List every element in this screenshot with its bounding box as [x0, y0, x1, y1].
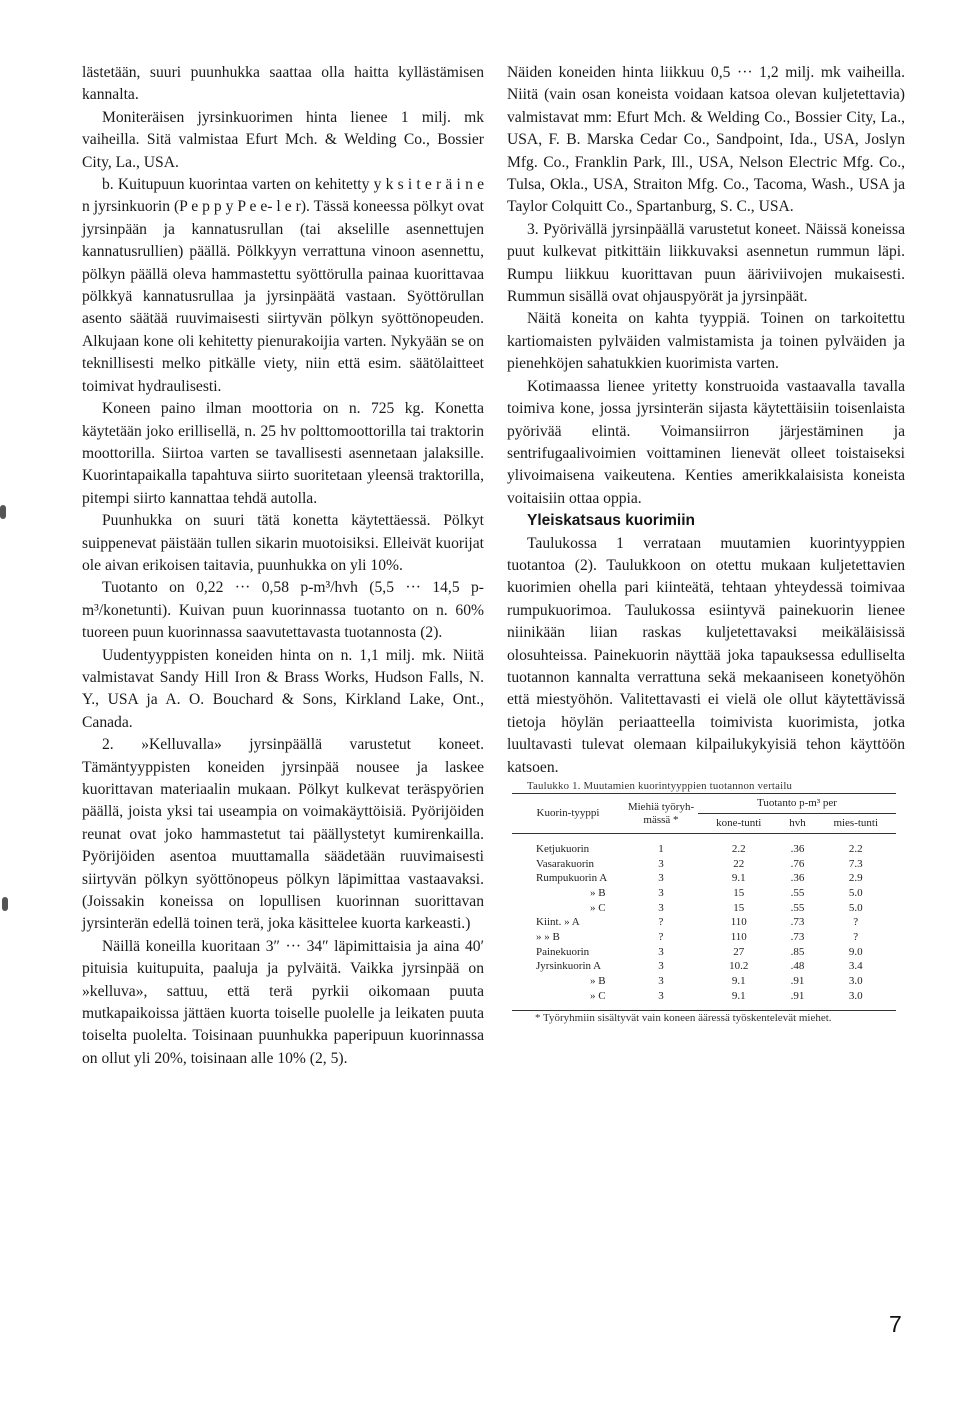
cell-man-hour: 2.9 [848, 872, 863, 885]
cell-man-hour: 5.0 [848, 886, 863, 899]
cell-workers: 3 [658, 872, 664, 885]
cell-type: Painekuorin [536, 945, 590, 958]
scan-margin-mark [2, 897, 8, 911]
cell-hvh: .55 [790, 886, 805, 899]
cell-machine-hour: 9.1 [731, 872, 746, 885]
table-row [512, 915, 896, 930]
paragraph: Näiden koneiden hinta liikkuu 0,5 ··· 1,2 milj. mk vaiheilla. Niitä (vain osan koneista voidaan katsoa olevan kuljetettavia) valmistavat mm: Efurt Mch. & Welding Co., Bossier City, La., USA, F. B. Marska Cedar Co., Sandpoint, Ida., USA, Joslyn Mfg. Co., Franklin Park, Ill., USA, Nelson Electric Mfg. Co., Tulsa, Okla., USA, Straiton Mfg. Co., Tacoma, Wash., USA ja Taylor Colquitt Co., Spartanburg, S. C., USA. [507, 64, 905, 216]
table-row [512, 945, 896, 960]
cell-hvh: .55 [790, 901, 805, 914]
cell-type: » B [590, 886, 606, 899]
cell-workers: 3 [658, 886, 664, 899]
cell-workers: 3 [658, 975, 664, 988]
cell-type: » » B [536, 930, 560, 943]
right-column [507, 62, 905, 1025]
cell-hvh: .48 [790, 960, 805, 973]
cell-hvh: .73 [790, 916, 805, 929]
header-machine-hour: kone-tunti [698, 814, 779, 834]
cell-machine-hour: 9.1 [698, 989, 779, 1010]
paragraph: Taulukossa 1 verrataan muutamien kuorintyyppien tuotantoa (2). Taulukkoon on otettu mukaan kuljetettavien kuorimien ohella pari kiinteätä, tehtaan yhteydessä toimivaa rumpukuorimoa. Taulukossa esiintyvä painekuorin lienee niinikään liian raskas kuljetettavaksi meikäläisissä olosuhteissa. Painekuorin näyttää joka tapauksessa edulliselta tuotannon kannalta verrattuna sekä mekaaniseen konetyöhön että miestyöhön. Valitettavasti ei vielä ole ollut käytettävissä tietoja höylän periaatteella toimivista kuorimista, jotka luultavasti tulevat olemaan kilpailukykyisiä tehon käyttöön katsoen. [507, 534, 905, 776]
cell-type: Rumpukuorin A [536, 872, 608, 885]
paragraph: Uudentyyppisten koneiden hinta on n. 1,1 milj. mk. Niitä valmistavat Sandy Hill Iron & Brass Works, Hudson Falls, N. Y., USA ja A. O. Bouchard & Sons, Kirkland Lake, Ont., Canada. [82, 646, 484, 731]
table-row [512, 901, 896, 916]
header-hvh: hvh [779, 814, 815, 834]
cell-machine-hour: 2.2 [731, 842, 746, 855]
cell-machine-hour: 22 [733, 857, 745, 870]
paragraph: Kotimaassa lienee yritetty konstruoida vastaavalla tavalla toimiva kone, jossa jyrsinterän sijasta käytettäisiin toisenlaista pyörivää elintä. Voimansiirron järjestäminen ja sentrifugaalivoimien voittaminen lienevät olleet toistaiseksi ylivoimaisena vaikeutena. Kenties amerikkalaisista koneista voitaisiin ottaa oppia. [507, 377, 905, 507]
left-column [82, 62, 484, 1070]
table-row [512, 930, 896, 945]
cell-type: Ketjukuorin [536, 842, 590, 855]
cell-man-hour: 2.2 [848, 842, 863, 855]
table-row [512, 834, 896, 857]
cell-workers: 3 [658, 960, 664, 973]
cell-hvh: .76 [790, 857, 805, 870]
paragraph: Tuotanto on 0,22 ··· 0,58 p-m³/hvh (5,5 ··· 14,5 p-m³/konetunti). Kuivan puun kuorinnassa tuotanto on n. 60% tuoreen puun kuorinnassa saavutettavasta tuotannosta (2). [82, 579, 484, 642]
section-heading: Yleiskatsaus kuorimiin [527, 512, 695, 530]
cell-workers: 3 [658, 945, 664, 958]
page-number: 7 [889, 1311, 902, 1337]
production-table [512, 793, 896, 1011]
cell-hvh: .91 [790, 975, 805, 988]
header-production: Tuotanto p-m³ per [698, 794, 896, 814]
table-row [512, 886, 896, 901]
table-row [512, 960, 896, 975]
cell-type: » B [590, 975, 606, 988]
paragraph: Näillä koneilla kuoritaan 3″ ··· 34″ läpimittaisia ja aina 40′ pituisia kuitupuita, paaluja ja pylväitä. Vaikka jyrsinpää on »kelluva», sattuu, että terä pyrkii oikomaan puuta mutkapaikoissa jättäen kuorta toiselle puolelle ja leikaten puuta toiselta puolelta. Toisinaan puunhukka paperipuun kuorinnassa on ollut yli 20%, toisinaan alle 10% (2, 5). [82, 937, 484, 1067]
header-man-hour: mies-tunti [815, 814, 896, 834]
cell-workers: 1 [658, 842, 664, 855]
paragraph: lästetään, suuri puunhukka saattaa olla haitta kyllästämisen kannalta. [82, 64, 484, 104]
cell-workers: 3 [624, 989, 698, 1010]
header-type: Kuorin-tyyppi [512, 794, 624, 834]
paragraph: Moniteräisen jyrsinkuorimen hinta lienee 1 milj. mk vaiheilla. Sitä valmistaa Efurt Mch. & Welding Co., Bossier City, La., USA. [82, 108, 484, 171]
cell-hvh: .36 [790, 872, 805, 885]
table-body [512, 834, 896, 1011]
paragraph: Koneen paino ilman moottoria on n. 725 kg. Konetta käytetään joko erillisellä, n. 25 hv polttomoottorilla tai traktorin moottorilla. Siirtoa varten se tavallisesti asennetaan jalaksille. Kuorintapaikalla tapahtuva siirto suoritetaan yleensä traktorilla, pitempi siirto kannattaa tehdä autolla. [82, 400, 484, 507]
cell-hvh: .85 [790, 945, 805, 958]
cell-type: » C [512, 989, 624, 1010]
cell-machine-hour: 110 [730, 916, 747, 929]
cell-hvh: .73 [790, 930, 805, 943]
paragraph: Näitä koneita on kahta tyyppiä. Toinen on tarkoitettu kartiomaisten pylväiden valmistamista ja toinen pylväiden ja pienehköjen sahatukkien kuorimista varten. [507, 310, 905, 373]
cell-hvh: .36 [790, 842, 805, 855]
cell-man-hour: 9.0 [848, 945, 863, 958]
cell-man-hour: 3.0 [815, 989, 896, 1010]
cell-machine-hour: 10.2 [729, 960, 749, 973]
paragraph: 2. »Kelluvalla» jyrsinpäällä varustetut koneet. Tämäntyyppisten koneiden jyrsinpää nousee ja laskee kuorittavan materiaalin mukaan. Pölkyt kulkevat teräspyörien päällä, joista yksi tai useampia on voimakäyttöisiä. Pyörijöiden reunat ovat joko hammastetut tai päällystetyt kumirenkailla. Pyörijöiden asentoa muuttamalla säädetään ruuvimaisesti siirtyvän pölkyn syöttönopeus pölkyn läpimittaa vastaavaksi. (Joissakin koneissa on lopullisen kuorinnan suorittavan jyrsinterän edellä toinen terä, joka käsittelee kuorta karkeasti.) [82, 736, 484, 933]
cell-man-hour: ? [853, 916, 859, 929]
cell-hvh: .91 [779, 989, 815, 1010]
cell-type: » C [590, 901, 606, 914]
cell-machine-hour: 15 [733, 901, 745, 914]
cell-type: Jyrsinkuorin A [536, 960, 602, 973]
table-row [512, 974, 896, 989]
cell-machine-hour: 9.1 [731, 975, 746, 988]
cell-man-hour: 3.4 [848, 960, 863, 973]
cell-man-hour: 7.3 [848, 857, 863, 870]
table-footnote: * Työryhmiin sisältyvät vain koneen ääressä työskentelevät miehet. [535, 1011, 832, 1024]
table-row [512, 989, 896, 1010]
paragraph: b. Kuitupuun kuorintaa varten on kehitetty y k s i t e r ä i n e n jyrsinkuorin (P e p p y P e e- l e r). Tässä koneessa pölkyt ovat jyrsinpään ja kannatusrullan (tai akselille asennettujen kannatusrullien) päällä. Pölkkyyn verrattuna vinoon asennettu, pölkyn päällä oleva hammastettu syöttörulla painaa kuorittavaa pölkkyä kannatusrullaa ja jyrsinpäätä vastaan. Syöttörullan asento säätää ruuvimaisesti siirtyvän pölkyn syöttönopeuden. Alkujaan kone oli kehitetty pienurakoijia varten. Nykyään se on teknillisesti melko pitkälle viety, niin että esim. säätölaitteet toimivat hydraulisesti. [82, 176, 484, 395]
table-caption: Taulukko 1. Muutamien kuorintyyppien tuotannon vertailu [527, 780, 793, 792]
table-row [512, 857, 896, 872]
cell-man-hour: ? [853, 930, 859, 943]
paragraph: 3. Pyörivällä jyrsinpäällä varustetut koneet. Näissä koneissa puut kulkevat pitkittäin liikkuvaksi asennetun rummun läpi. Rumpu liikkuu kuorittavan puun ääriviivojen mukaisesti. Rummun sisällä ovat ohjauspyörät ja jyrsinpäät. [507, 220, 905, 306]
cell-workers: ? [658, 930, 664, 943]
cell-man-hour: 5.0 [848, 901, 863, 914]
header-workers: Miehiä työryh-mässä * [624, 794, 698, 834]
cell-machine-hour: 15 [733, 886, 745, 899]
scan-margin-mark [0, 505, 6, 519]
cell-type: Vasarakuorin [536, 857, 595, 870]
cell-workers: 3 [658, 901, 664, 914]
table-row [512, 871, 896, 886]
cell-workers: ? [658, 916, 664, 929]
cell-type: Kiint. » A [536, 916, 580, 929]
cell-machine-hour: 27 [733, 945, 745, 958]
paragraph: Puunhukka on suuri tätä konetta käytettäessä. Pölkyt suippenevat päistään tullen sikarin muotoisiksi. Elleivät kuorijat ole aivan erikoisen taitavia, puunhukka on yli 10%. [82, 512, 484, 574]
cell-machine-hour: 110 [730, 930, 747, 943]
cell-workers: 3 [658, 857, 664, 870]
cell-man-hour: 3.0 [848, 975, 863, 988]
